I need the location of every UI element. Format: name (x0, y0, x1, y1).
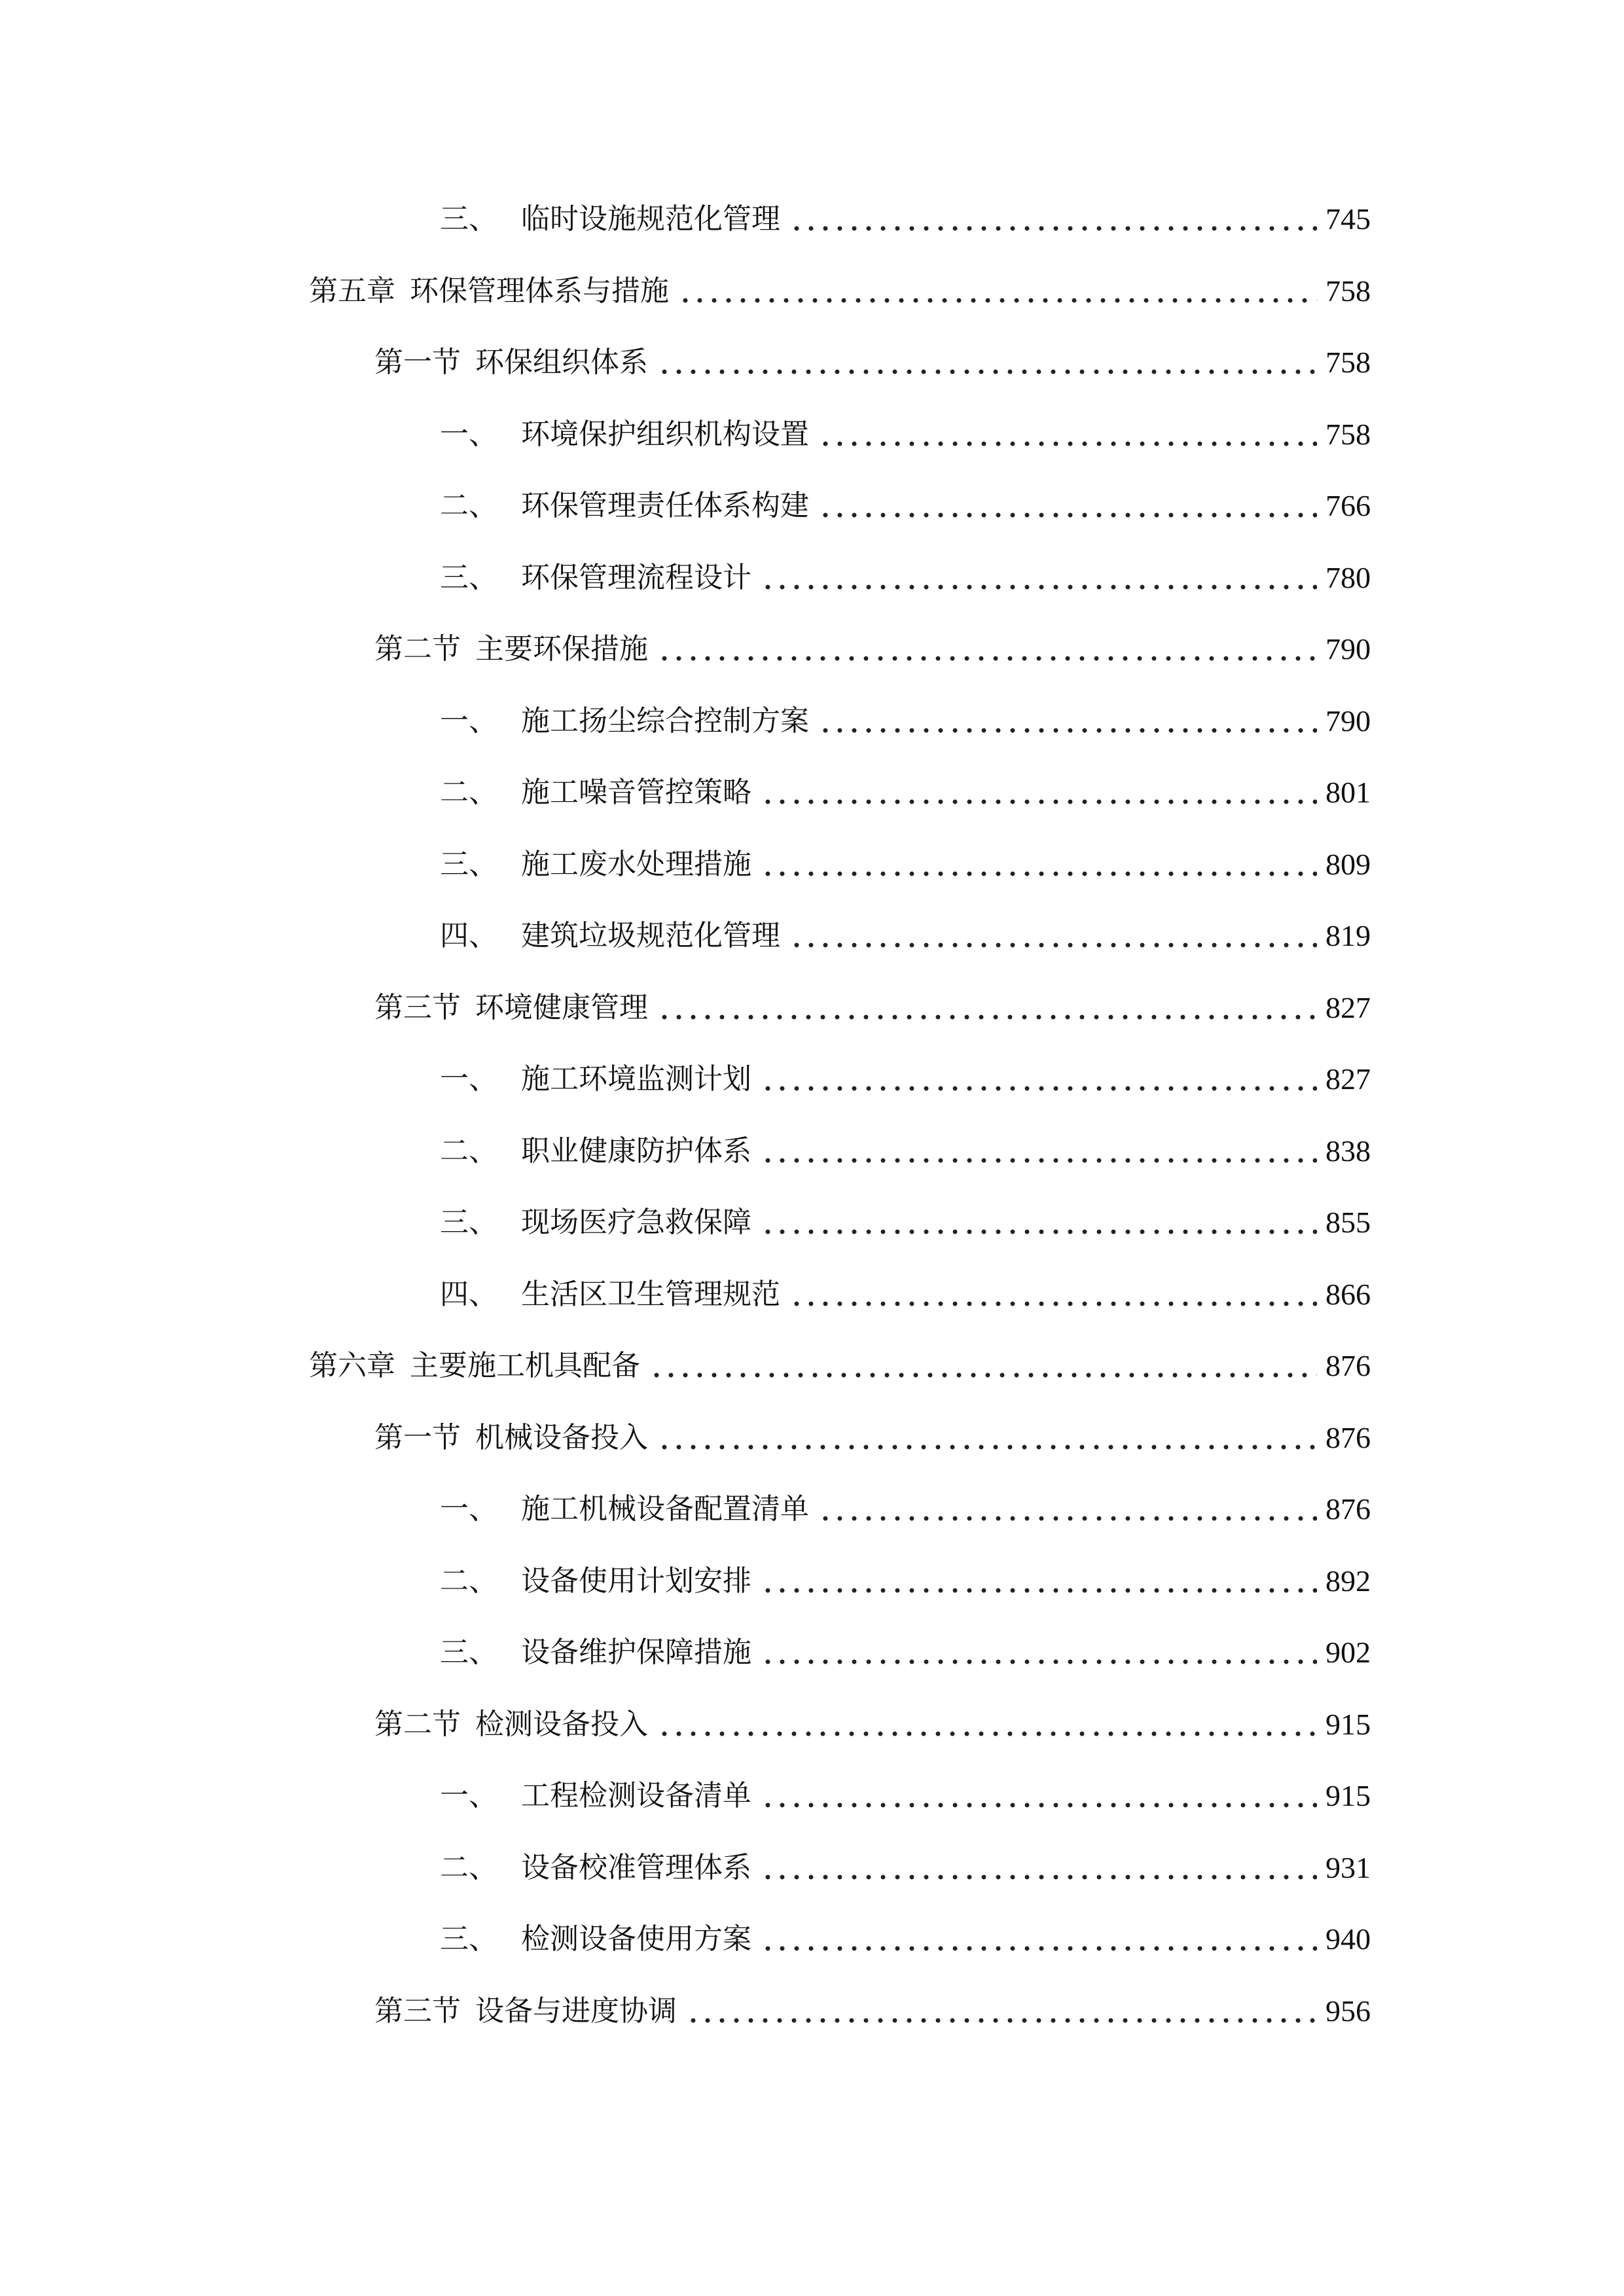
dot-leader (818, 408, 1317, 461)
toc-entry-title: 环境健康管理 (475, 991, 648, 1024)
dot-leader (686, 1985, 1317, 2037)
toc-entry[interactable] (440, 1770, 1371, 1822)
toc-entry[interactable] (440, 1268, 1371, 1321)
toc-entry-number: 三、 (440, 561, 497, 594)
toc-entry[interactable] (440, 1913, 1371, 1965)
toc-entry-number: 一、 (440, 1062, 497, 1096)
toc-entry[interactable] (440, 408, 1371, 461)
toc-entry-title: 环保管理体系与措施 (410, 274, 669, 308)
dot-leader (789, 910, 1317, 962)
toc-entry-number: 第二节 (374, 1708, 461, 1741)
dot-leader (818, 480, 1317, 532)
toc-entry-title: 环保管理流程设计 (521, 561, 751, 594)
toc-entry-title: 检测设备投入 (475, 1708, 648, 1741)
toc-entry[interactable] (440, 1555, 1371, 1607)
toc-entry-title: 施工扬尘综合控制方案 (521, 704, 809, 738)
toc-entry-title: 建筑垃圾规范化管理 (521, 919, 780, 952)
dot-leader (657, 336, 1317, 389)
toc-entry[interactable] (374, 1698, 1371, 1751)
toc-entry-title: 施工噪音管控策略 (521, 776, 751, 809)
toc-entry-title: 设备校准管理体系 (521, 1851, 751, 1884)
dot-leader (761, 1125, 1317, 1177)
toc-entry-page: 876 (1326, 1349, 1371, 1382)
dot-leader (818, 695, 1317, 747)
toc-entry-page: 902 (1326, 1636, 1371, 1669)
dot-leader (657, 1698, 1317, 1751)
toc-entry-page: 876 (1326, 1421, 1371, 1454)
toc-entry-page: 838 (1326, 1134, 1371, 1168)
toc-entry[interactable] (440, 910, 1371, 962)
toc-entry-number: 三、 (440, 848, 497, 881)
toc-entry-title: 施工废水处理措施 (521, 848, 751, 881)
toc-entry-number: 三、 (440, 1636, 497, 1669)
toc-entry-number: 三、 (440, 1922, 497, 1956)
toc-entry-page: 956 (1326, 1994, 1371, 2028)
dot-leader (678, 265, 1317, 317)
toc-entry-page: 758 (1326, 274, 1371, 308)
toc-entry-title: 机械设备投入 (475, 1421, 648, 1454)
toc-entry-page: 876 (1326, 1492, 1371, 1526)
dot-leader (761, 1053, 1317, 1105)
dot-leader (657, 1412, 1317, 1464)
toc-entry-page: 758 (1326, 418, 1371, 451)
dot-leader (789, 193, 1317, 245)
toc-entry-number: 三、 (440, 1206, 497, 1239)
toc-entry-page: 819 (1326, 919, 1371, 952)
toc-entry-number: 第一节 (374, 346, 461, 379)
toc-entry-page: 866 (1326, 1278, 1371, 1311)
toc-entry-page: 766 (1326, 489, 1371, 522)
toc-entry[interactable] (374, 623, 1371, 675)
toc-entry[interactable] (440, 552, 1371, 604)
toc-entry-title: 施工环境监测计划 (521, 1062, 751, 1096)
toc-entry-page: 940 (1326, 1922, 1371, 1956)
toc-entry[interactable] (440, 1842, 1371, 1894)
toc-entry-page: 855 (1326, 1206, 1371, 1239)
dot-leader (761, 1196, 1317, 1249)
toc-entry-number: 四、 (440, 919, 497, 952)
toc-entry[interactable] (440, 1196, 1371, 1249)
toc-entry-title: 设备维护保障措施 (521, 1636, 751, 1669)
toc-entry-number: 四、 (440, 1278, 497, 1311)
toc-entry-number: 第六章 (309, 1349, 395, 1382)
toc-entry-page: 931 (1326, 1851, 1371, 1884)
dot-leader (657, 982, 1317, 1034)
toc-entry[interactable] (440, 1053, 1371, 1105)
toc-entry[interactable] (374, 1412, 1371, 1464)
dot-leader (761, 1842, 1317, 1894)
toc-entry-page: 801 (1326, 776, 1371, 809)
toc-entry[interactable] (440, 193, 1371, 245)
toc-entry-page: 790 (1326, 632, 1371, 666)
dot-leader (761, 766, 1317, 819)
toc-entry-number: 二、 (440, 1564, 497, 1598)
toc-entry-number: 二、 (440, 1851, 497, 1884)
toc-entry-page: 892 (1326, 1564, 1371, 1598)
toc-entry-title: 工程检测设备清单 (521, 1779, 751, 1812)
toc-entry-number: 一、 (440, 1779, 497, 1812)
toc-entry-number: 三、 (440, 202, 497, 236)
toc-entry[interactable] (374, 1985, 1371, 2037)
toc-entry[interactable] (374, 336, 1371, 389)
toc-entry-title: 临时设施规范化管理 (521, 202, 780, 236)
dot-leader (761, 1770, 1317, 1822)
toc-entry[interactable] (440, 1626, 1371, 1679)
toc-entry-page: 915 (1326, 1779, 1371, 1812)
toc-entry-page: 827 (1326, 1062, 1371, 1096)
toc-entry-number: 一、 (440, 1492, 497, 1526)
toc-entry-number: 第三节 (374, 991, 461, 1024)
dot-leader (789, 1268, 1317, 1321)
dot-leader (761, 1913, 1317, 1965)
toc-entry-title: 环保组织体系 (475, 346, 648, 379)
dot-leader (657, 623, 1317, 675)
toc-entry-number: 第五章 (309, 274, 395, 308)
toc-entry-title: 设备与进度协调 (475, 1994, 677, 2028)
dot-leader (761, 838, 1317, 891)
toc-entry-number: 二、 (440, 1134, 497, 1168)
toc-entry-number: 第一节 (374, 1421, 461, 1454)
toc-entry-page: 827 (1326, 991, 1371, 1024)
toc-entry-number: 一、 (440, 418, 497, 451)
toc-entry-title: 现场医疗急救保障 (521, 1206, 751, 1239)
toc-entry-title: 环境保护组织机构设置 (521, 418, 809, 451)
toc-entry-page: 745 (1326, 202, 1371, 236)
toc-entry-title: 生活区卫生管理规范 (521, 1278, 780, 1311)
toc-entry[interactable] (440, 480, 1371, 532)
toc-entry-number: 二、 (440, 776, 497, 809)
toc-entry[interactable] (440, 766, 1371, 819)
toc-entry-title: 主要环保措施 (475, 632, 648, 666)
toc-entry[interactable] (440, 838, 1371, 891)
toc-entry-number: 第二节 (374, 632, 461, 666)
toc-entry-page: 809 (1326, 848, 1371, 881)
dot-leader (818, 1483, 1317, 1535)
dot-leader (649, 1340, 1317, 1392)
toc-entry-page: 758 (1326, 346, 1371, 379)
toc-entry-page: 790 (1326, 704, 1371, 738)
toc-entry-title: 施工机械设备配置清单 (521, 1492, 809, 1526)
toc-entry-title: 主要施工机具配备 (410, 1349, 640, 1382)
toc-entry[interactable] (440, 1483, 1371, 1535)
toc-entry[interactable] (440, 1125, 1371, 1177)
toc-entry[interactable] (440, 695, 1371, 747)
dot-leader (761, 1555, 1317, 1607)
toc-entry[interactable] (309, 265, 1371, 317)
toc-entry-title: 检测设备使用方案 (521, 1922, 751, 1956)
toc-entry-title: 职业健康防护体系 (521, 1134, 751, 1168)
dot-leader (761, 552, 1317, 604)
toc-entry-number: 第三节 (374, 1994, 461, 2028)
toc-entry-title: 环保管理责任体系构建 (521, 489, 809, 522)
toc-entry-number: 一、 (440, 704, 497, 738)
toc-entry-page: 915 (1326, 1708, 1371, 1741)
toc-entry-title: 设备使用计划安排 (521, 1564, 751, 1598)
toc-entry[interactable] (374, 982, 1371, 1034)
toc-entry-number: 二、 (440, 489, 497, 522)
dot-leader (761, 1626, 1317, 1679)
toc-entry[interactable] (309, 1340, 1371, 1392)
toc-entry-page: 780 (1326, 561, 1371, 594)
